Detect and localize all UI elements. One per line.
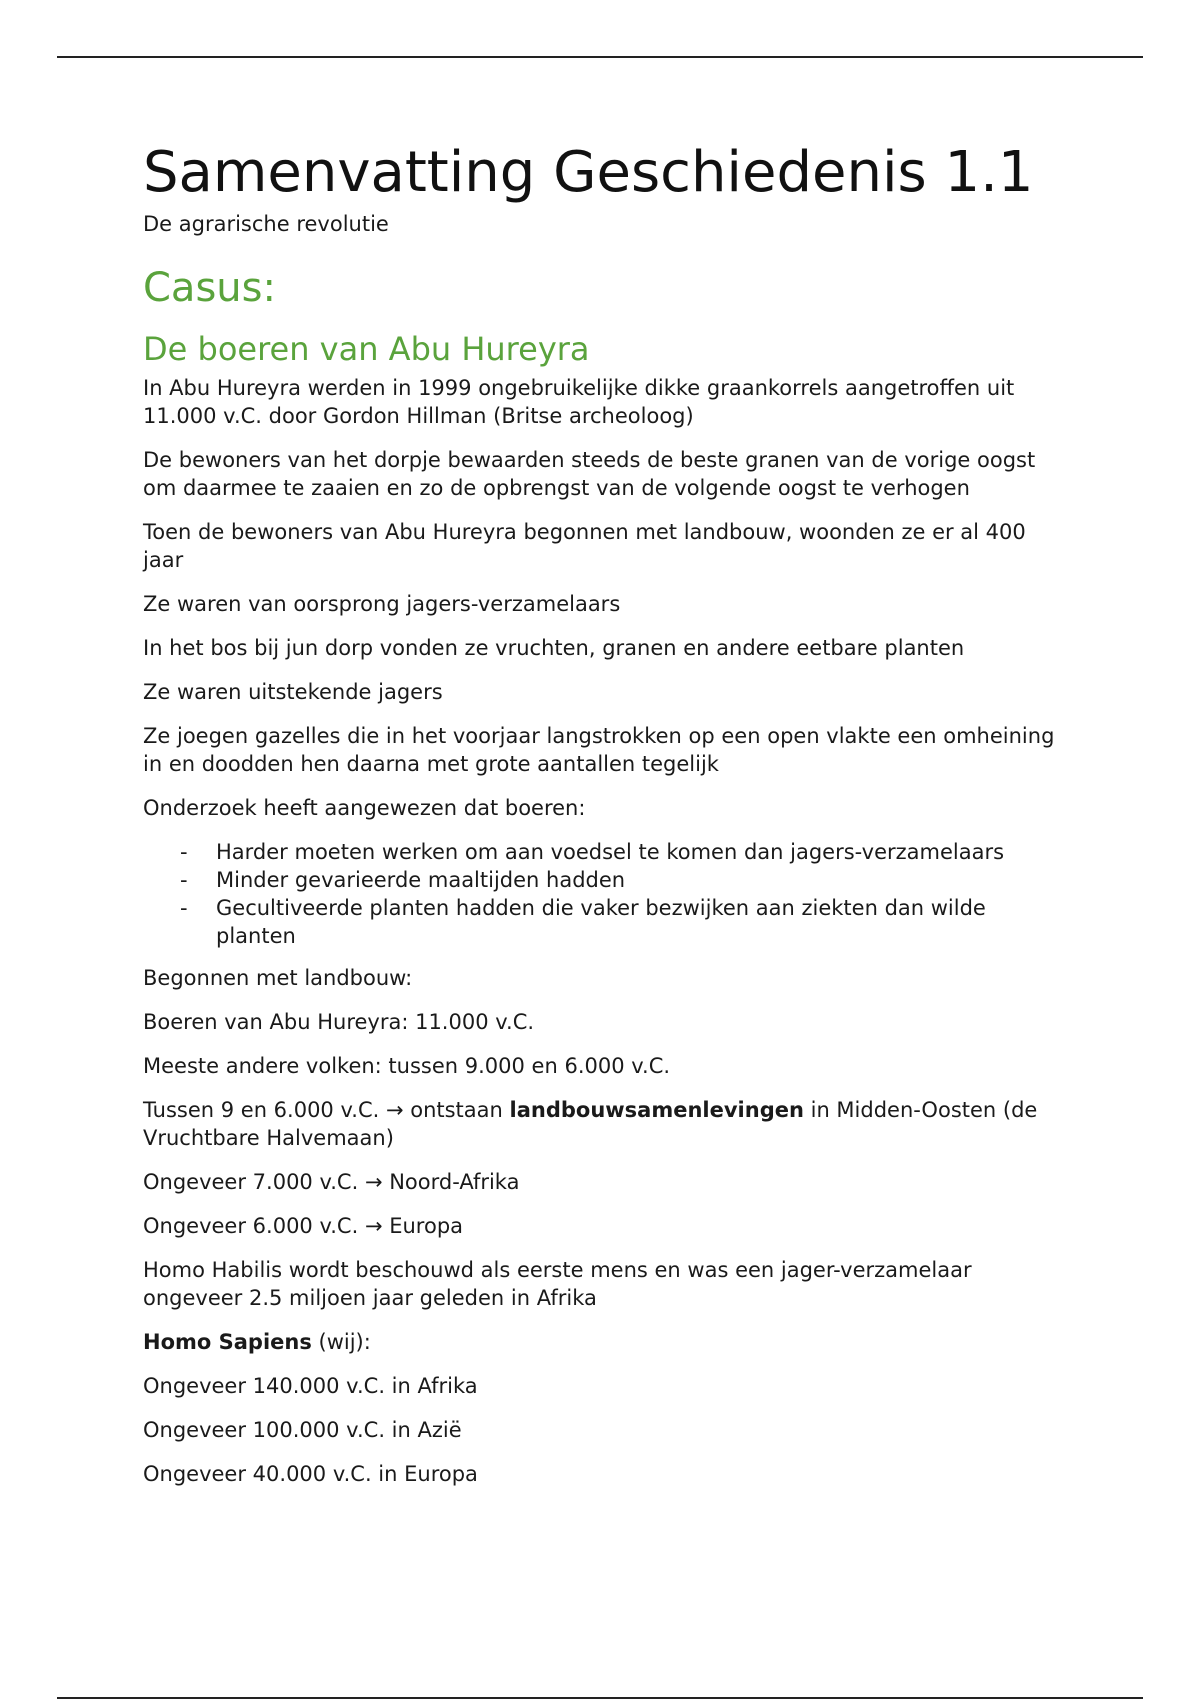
sapiens-paragraph xyxy=(143,1328,1063,1356)
bullet-dash: - xyxy=(180,868,188,892)
document-title: Samenvatting Geschiedenis 1.1 xyxy=(143,140,1034,205)
paragraph: Toen de bewoners van Abu Hureyra begonnen met landbouw, woonden ze er al 400 jaar xyxy=(143,520,1026,572)
landbouw-after: in Midden-Oosten (de Vruchtbare Halvemaan) xyxy=(143,1098,1038,1150)
paragraph: Ongeveer 40.000 v.C. in Europa xyxy=(143,1462,478,1486)
paragraph: Ongeveer 140.000 v.C. in Afrika xyxy=(143,1374,478,1398)
document-body xyxy=(143,138,1063,1504)
paragraph: Ongeveer 6.000 v.C. → Europa xyxy=(143,1214,464,1238)
list-item-text: Harder moeten werken om aan voedsel te komen dan jagers-verzamelaars xyxy=(216,840,1005,864)
list-item-text: Minder gevarieerde maaltijden hadden xyxy=(216,868,626,892)
bottom-rule xyxy=(57,1697,1143,1699)
landbouw-term: landbouwsamenlevingen xyxy=(509,1098,804,1122)
paragraph: In Abu Hureyra werden in 1999 ongebruikelijke dikke graankorrels aangetroffen uit 11.000 v.C. door Gordon Hillman (Britse archeoloog) xyxy=(143,376,1015,428)
list-item xyxy=(143,894,1063,950)
list-item xyxy=(143,866,1063,894)
paragraph: Ze joegen gazelles die in het voorjaar langstrokken op een open vlakte een omheining in en doodden hen daarna met grote aantallen tegelijk xyxy=(143,724,1055,776)
section-heading: Casus: xyxy=(143,265,276,311)
paragraph: In het bos bij jun dorp vonden ze vruchten, granen en andere eetbare planten xyxy=(143,636,965,660)
landbouw-paragraph xyxy=(143,1096,1063,1152)
paragraph: Begonnen met landbouw: xyxy=(143,966,413,990)
top-rule xyxy=(57,56,1143,58)
section-subheading: De boeren van Abu Hureyra xyxy=(143,330,590,368)
sapiens-term: Homo Sapiens xyxy=(143,1330,312,1354)
paragraph: Onderzoek heeft aangewezen dat boeren: xyxy=(143,796,586,820)
bullet-dash: - xyxy=(180,840,188,864)
paragraph: Homo Habilis wordt beschouwd als eerste mens en was een jager-verzamelaar ongeveer 2.5 miljoen jaar geleden in Afrika xyxy=(143,1258,972,1310)
list-item xyxy=(143,838,1063,866)
bullet-dash: - xyxy=(180,896,188,920)
paragraph: Ongeveer 7.000 v.C. → Noord-Afrika xyxy=(143,1170,520,1194)
paragraph: Ongeveer 100.000 v.C. in Azië xyxy=(143,1418,462,1442)
sapiens-after: (wij): xyxy=(311,1330,371,1354)
paragraph: Ze waren uitstekende jagers xyxy=(143,680,443,704)
document-subtitle: De agrarische revolutie xyxy=(143,212,389,236)
list-item-text: Gecultiveerde planten hadden die vaker bezwijken aan ziekten dan wilde planten xyxy=(216,896,986,948)
paragraph: De bewoners van het dorpje bewaarden steeds de beste granen van de vorige oogst om daarmee te zaaien en zo de opbrengst van de volgende oogst te verhogen xyxy=(143,448,1036,500)
paragraph: Boeren van Abu Hureyra: 11.000 v.C. xyxy=(143,1010,535,1034)
paragraph: Meeste andere volken: tussen 9.000 en 6.000 v.C. xyxy=(143,1054,671,1078)
landbouw-before: Tussen 9 en 6.000 v.C. → ontstaan xyxy=(143,1098,510,1122)
paragraph: Ze waren van oorsprong jagers-verzamelaars xyxy=(143,592,621,616)
bullet-list xyxy=(143,838,1063,950)
